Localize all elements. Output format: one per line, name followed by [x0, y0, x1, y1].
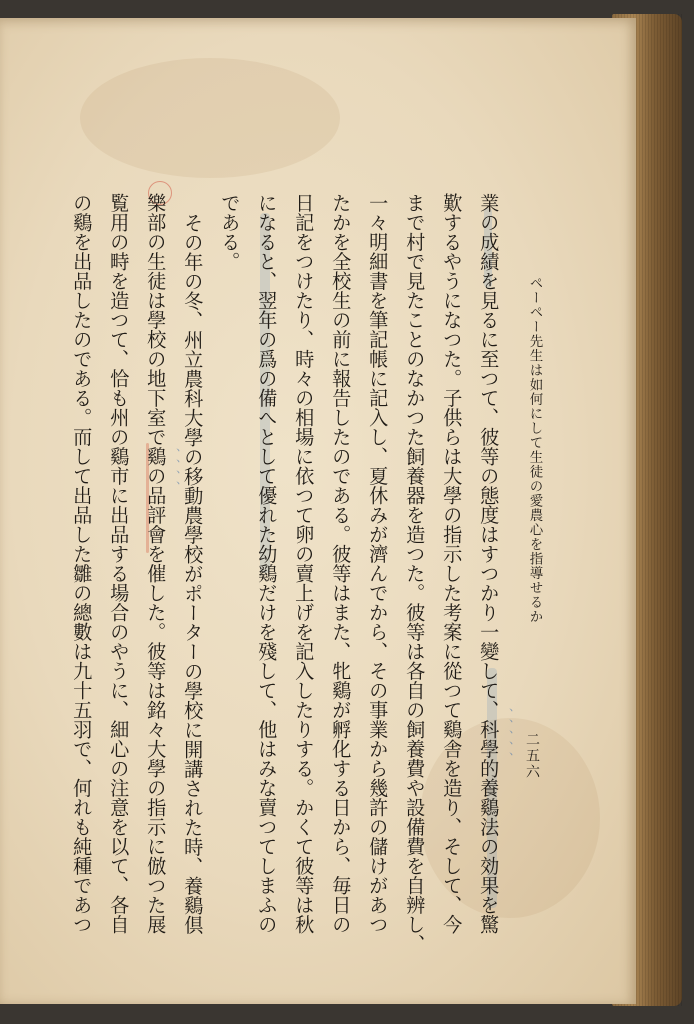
emphasis-dots: 、、、、、: [500, 708, 514, 769]
text-column: である。: [218, 193, 242, 271]
text-column: 日記をつけたり、時々の相場に依つて卵の賣上げを記入したりする。かくて彼等は秋: [292, 193, 316, 934]
text-column: になると、翌年の爲の備へとして優れた幼鷄だけを殘して、他はみな賣つてしまふの: [255, 193, 279, 934]
text-column: 一々明細書を筆記帳に記入し、夏休みが濟んでから、その事業から幾許の儲けがあつ: [366, 193, 390, 934]
text-column: 業の成績を見るに至つて、彼等の態度はすつかり一變して、科學的養鷄法の効果を驚: [477, 193, 501, 934]
text-column: まで村で見たことのなかつた飼養器を造つた。彼等は各自の飼養費や設備費を自辨し、: [403, 193, 427, 954]
text-column: 歎するやうになつた。子供らは大學の指示した考案に從つて鷄舎を造り、そして、今: [440, 193, 464, 934]
book-page: [0, 18, 636, 1004]
text-column: 覧用の畤を造つて、恰も州の鷄市に出品する場合のやうに、細心の注意を以て、各自: [107, 193, 131, 934]
text-column: 樂部の生徒は學校の地下室で鷄の品評會を催した。彼等は銘々大學の指示に倣つた展: [144, 193, 168, 934]
text-column: その年の冬、州立農科大學の移動農學校がポーターの學校に開講された時、養鷄倶: [181, 213, 205, 935]
text-column: の鷄を出品したのである。而して出品した雛の總數は九十五羽で、何れも純種であつ: [70, 193, 94, 934]
text-column: たかを全校生の前に報告したのである。彼等はまた、牝鷄が孵化する日から、毎日の: [329, 193, 353, 934]
emphasis-dots: 、、、、: [167, 448, 181, 498]
running-head: ペーペー先生は如何にして生徒の愛農心を指導せるか: [526, 276, 543, 624]
paper-stain: [80, 58, 340, 178]
page-number: 二五六: [524, 732, 540, 780]
